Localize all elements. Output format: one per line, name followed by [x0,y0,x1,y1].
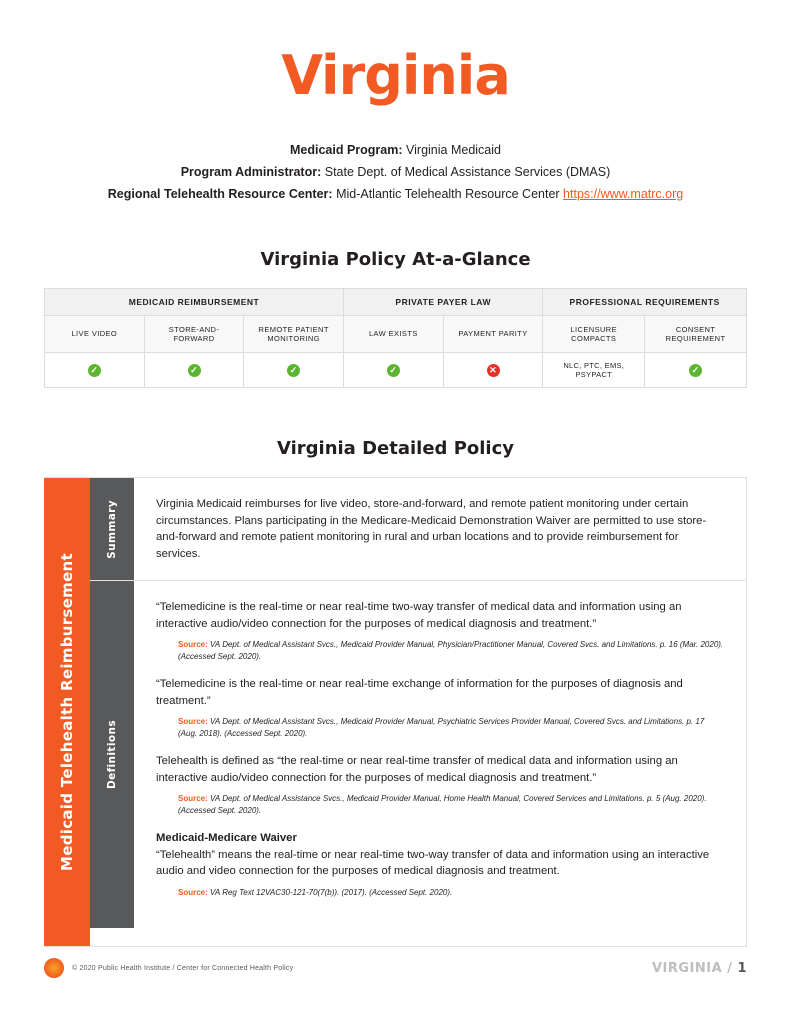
footer-separator: / [727,960,733,976]
column-payment-parity: PAYMENT PARITY [443,315,543,353]
meta-value: Virginia Medicaid [406,142,501,157]
cell-payment-parity [443,353,543,388]
footer-left [44,958,293,978]
row-body-definitions [134,581,746,928]
definition-paragraph: “Telemedicine is the real-time or near real-time two-way transfer of medical data and information using an interactive audio/video connection for the purposes of medical diagnosis and treatment.” [156,601,682,630]
row-label-text: Summary [106,500,118,559]
source-text: VA Reg Text 12VAC30-121-70(7(b)). (2017). (Accessed Sept. 2020). [210,887,453,897]
check-circle-icon: ✓ [689,364,702,377]
check-circle-icon: ✓ [387,364,400,377]
meta-line-telehealth-resource-center [44,183,747,205]
source-text: VA Dept. of Medical Assistance Svcs., Medicaid Provider Manual, Home Health Manual, Covered Services and Limitations. p. 5 (Aug. 2020). (Accessed Sept. 2020). [178,794,707,815]
detail-row-summary [90,478,746,581]
column-live-video: LIVE VIDEO [45,315,145,353]
meta-label: Program Administrator: [180,164,322,179]
cell-licensure-compacts: NLC, PTC, EMS, PSYPACT [543,353,645,388]
cell-live-video [45,353,145,388]
source-label: Source: [178,794,208,804]
source-label: Source: [178,717,208,727]
page-footer [44,958,747,978]
row-label-summary [90,478,134,580]
column-law-exists: LAW EXISTS [344,315,444,353]
definition-subheading: Medicaid-Medicare Waiver [156,832,297,845]
summary-paragraph: Virginia Medicaid reimburses for live video, store-and-forward, and remote patient monitoring under certain circumstances. Plans participating in the Medicare-Medicaid Demonstration Waiver are permitted to use store-and-forward and remote patient monitoring in rural and urban locations and to provide reimbursement for services. [156,498,707,560]
table-column-header-row [45,315,747,353]
definition-paragraph: Telehealth is defined as “the real-time or near real-time transfer of medical data and information using an interactive audio/video connection for the purposes of medical diagnosis and treatment.” [156,755,678,784]
group-private-payer-law: PRIVATE PAYER LAW [344,288,543,315]
column-consent-requirement: CONSENT REQUIREMENT [645,315,747,353]
meta-label: Regional Telehealth Resource Center: [107,186,333,201]
cell-remote-patient-monitoring [244,353,344,388]
source-citation [178,793,724,816]
meta-label: Medicaid Program: [290,142,403,157]
source-citation [178,716,724,739]
section-side-label-text: Medicaid Telehealth Reimbursement [58,553,76,872]
row-label-definitions [90,581,134,928]
detailed-policy-table [44,477,747,947]
matrc-link[interactable]: https://www.matrc.org [563,186,684,201]
cross-circle-icon: ✕ [487,364,500,377]
group-professional-requirements: PROFESSIONAL REQUIREMENTS [543,288,747,315]
cell-consent-requirement [645,353,747,388]
source-text: VA Dept. of Medical Assistant Svcs., Medicaid Provider Manual, Psychiatric Services Provider Manual, Covered Svcs. and Limitations. p. 17 (Aug. 2018). (Accessed Sept. 2020). [178,717,705,738]
cell-law-exists [344,353,444,388]
program-meta [44,139,747,205]
row-label-text: Definitions [106,720,118,790]
check-circle-icon: ✓ [287,364,300,377]
column-licensure-compacts: LICENSURE COMPACTS [543,315,645,353]
check-circle-icon: ✓ [188,364,201,377]
source-label: Source: [178,887,208,897]
source-text: VA Dept. of Medical Assistant Svcs., Medicaid Provider Manual, Physician/Practitioner Manual, Covered Svcs. and Limitations. p. 16 (Mar. 2020). (Accessed Sept. 2020). [178,640,724,661]
table-row [45,353,747,388]
source-citation [178,639,724,662]
footer-state-name: VIRGINIA [651,960,723,976]
source-citation [178,887,724,899]
column-store-and-forward: STORE-AND-FORWARD [144,315,244,353]
organization-logo-icon [44,958,64,978]
footer-page-number: 1 [737,960,747,976]
definition-paragraph: “Telemedicine is the real-time or near real-time exchange of information for the purposes of diagnosis and treatment.” [156,678,683,707]
footer-copyright: © 2020 Public Health Institute / Center for Connected Health Policy [72,964,294,972]
row-body-summary [134,478,746,580]
meta-value: State Dept. of Medical Assistance Services (DMAS) [324,164,611,179]
cell-store-and-forward [144,353,244,388]
section-side-label [44,478,90,946]
detail-row-definitions [90,581,746,928]
column-remote-patient-monitoring: REMOTE PATIENT MONITORING [244,315,344,353]
detailed-policy-heading: Virginia Detailed Policy [276,438,514,460]
table-group-header-row [45,288,747,315]
meta-line-medicaid-program [44,139,747,161]
group-medicaid-reimbursement: MEDICAID REIMBURSEMENT [45,288,344,315]
definition-paragraph: “Telehealth” means the real-time or near real-time two-way transfer of data and information using an interactive audio and video connection for the purposes of medical diagnosis and treatment. [156,848,710,878]
footer-right [652,961,747,976]
policy-at-a-glance-table [44,288,747,389]
source-label: Source: [178,640,208,650]
meta-line-program-administrator [44,161,747,183]
page-title: Virginia [281,44,510,107]
meta-value: Mid-Atlantic Telehealth Resource Center [336,186,560,201]
at-a-glance-heading: Virginia Policy At-a-Glance [260,248,531,270]
check-circle-icon: ✓ [88,364,101,377]
